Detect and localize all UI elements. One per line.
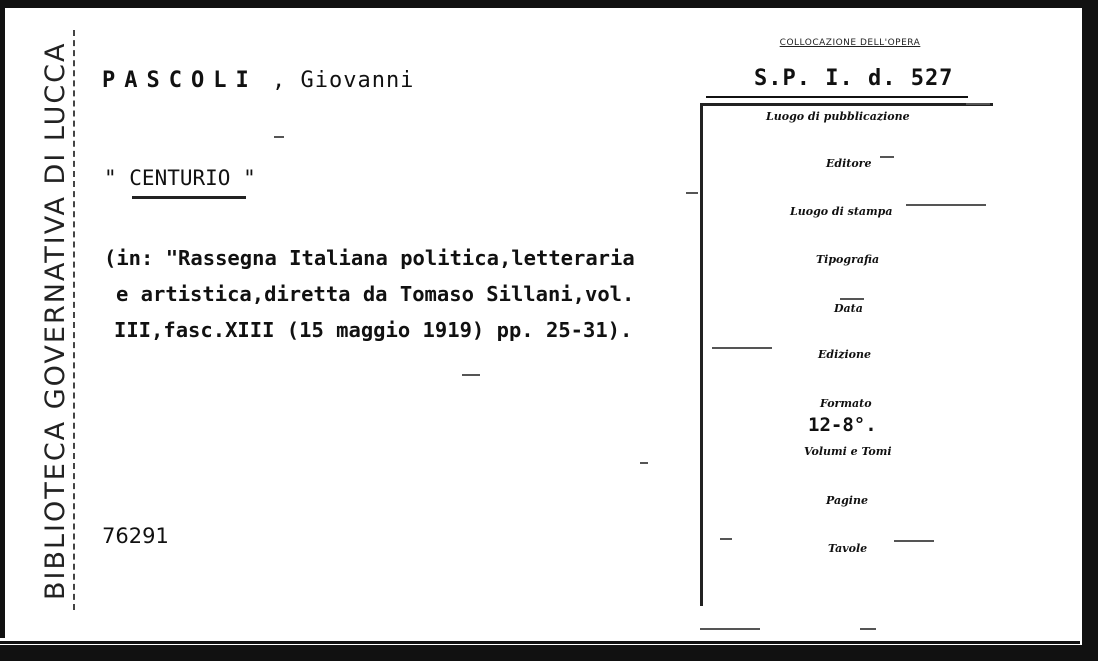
title-underline: [132, 196, 246, 199]
field-tipografia: Tipografia: [816, 253, 880, 266]
scan-mark: [894, 540, 934, 542]
library-stamp: BIBLIOTECA GOVERNATIVA DI LUCCA: [40, 41, 71, 600]
author-separator: ,: [271, 68, 287, 93]
collocation-label: COLLOCAZIONE DELL'OPERA: [779, 38, 921, 48]
field-volumi-tomi: Volumi e Tomi: [804, 445, 892, 458]
scan-mark: [700, 628, 760, 630]
field-formato-value: 12-8°.: [808, 414, 877, 436]
scan-mark: [686, 192, 698, 194]
scan-mark: [860, 628, 876, 630]
scan-mark: [880, 156, 894, 158]
field-luogo-pubblicazione: Luogo di pubblicazione: [766, 110, 910, 123]
scan-mark: [720, 538, 732, 540]
scan-mark: [906, 204, 986, 206]
field-edizione: Edizione: [818, 348, 872, 361]
citation-line: (in: "Rassegna Italiana politica,letteraria: [104, 246, 635, 270]
shelfmark-rule: [706, 96, 968, 98]
card-right-edge: [1082, 0, 1098, 661]
scan-mark: [462, 374, 480, 376]
scan-mark: [966, 103, 990, 105]
citation-line: III,fasc.XIII (15 maggio 1919) pp. 25-31).: [114, 318, 633, 342]
margin-divider: [73, 30, 77, 610]
scan-mark: [640, 462, 648, 464]
scan-mark: [840, 298, 864, 300]
work-title: " CENTURIO ": [104, 166, 256, 190]
field-pagine: Pagine: [826, 494, 868, 507]
field-data: Data: [834, 302, 863, 315]
author-surname: PASCOLI: [102, 68, 258, 93]
shelfmark: S.P. I. d. 527: [754, 66, 954, 91]
field-formato: Formato: [820, 397, 872, 410]
scan-mark: [712, 347, 772, 349]
citation-block: [104, 240, 635, 348]
field-tavole: Tavole: [828, 542, 868, 555]
author-forename: Giovanni: [300, 68, 415, 93]
card-bottom-rule: [0, 641, 1080, 644]
accession-number: 76291: [102, 524, 169, 548]
card-top-edge: [0, 0, 1098, 8]
field-editore: Editore: [826, 157, 872, 170]
author-line: [102, 68, 414, 93]
field-luogo-stampa: Luogo di stampa: [790, 205, 893, 218]
card-left-edge: [0, 8, 5, 638]
scan-mark: [274, 136, 284, 138]
citation-line: e artistica,diretta da Tomaso Sillani,vol.: [116, 282, 635, 306]
card-bottom-edge: [0, 645, 1098, 661]
